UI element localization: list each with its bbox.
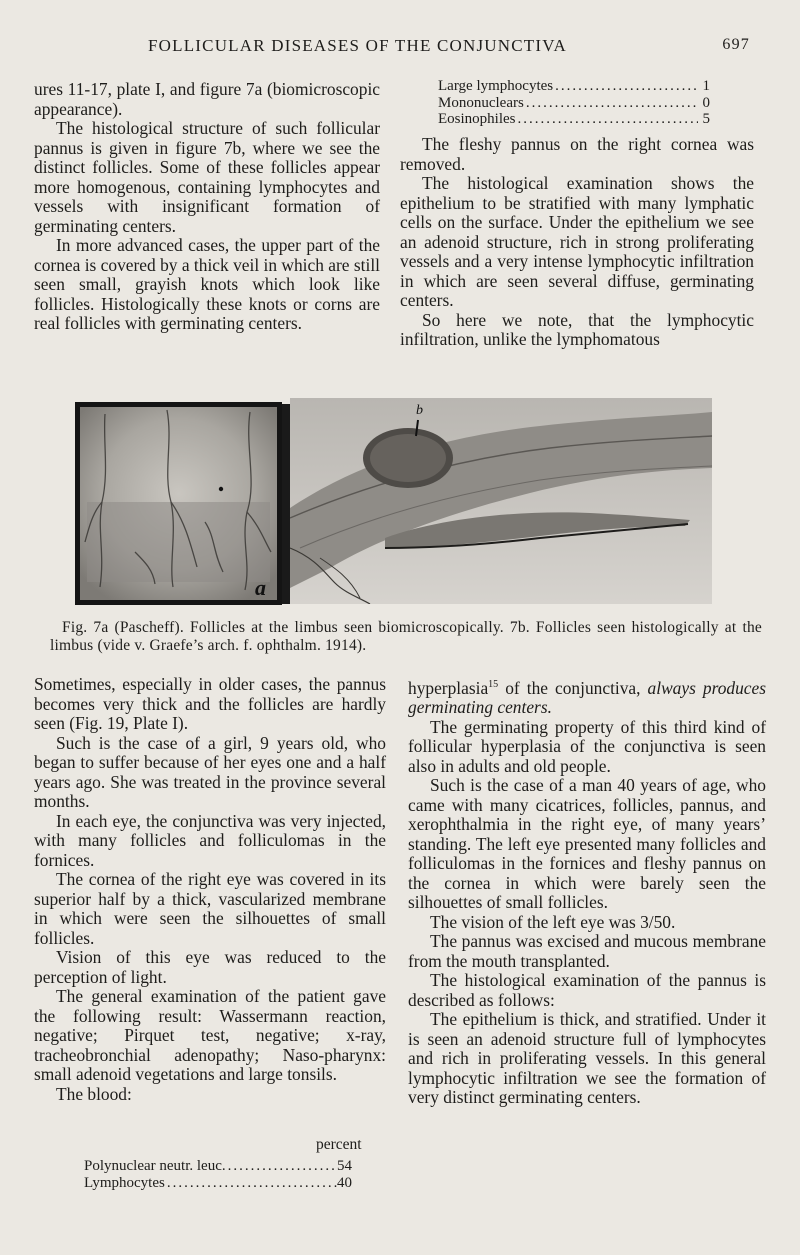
table-row-value: 5 <box>702 111 710 127</box>
paragraph: The histological examination shows the epithelium to be stratified with many lymphatic cells on the surface. Under the epithelium we see an adenoid structure, rich in strong proliferating vessels and a very intense lymphocytic infiltration in which are seen several diffuse, germinating centers. <box>400 173 754 310</box>
table-row-value: 54 <box>337 1158 352 1174</box>
bottom-left-column <box>34 675 386 1104</box>
blood-count-table-bottom <box>84 1158 352 1192</box>
table-unit-header: percent <box>316 1136 362 1153</box>
paragraph: The general examination of the patient gave the following result: Wassermann reaction, negative; Pirquet test, negative; x-ray, tracheobronchial adenopathy; Naso-pharynx: small adenoid vegetations and large tonsils. <box>34 986 386 1084</box>
table-row-value: 40 <box>337 1175 352 1191</box>
table-row-label: Polynuclear neutr. leuc. <box>84 1158 226 1174</box>
table-row-label: Large lymphocytes <box>438 78 554 94</box>
table-row <box>84 1175 352 1192</box>
paragraph <box>408 675 766 718</box>
blood-count-table-top <box>438 78 710 128</box>
top-right-column <box>400 135 754 350</box>
page-number: 697 <box>722 36 750 53</box>
paragraph: The histological examination of the pannus is described as follows: <box>408 970 766 1010</box>
footnote-reference[interactable]: 15 <box>488 679 499 690</box>
figure-divider <box>282 404 290 604</box>
running-title: FOLLICULAR DISEASES OF THE CONJUNCTIVA <box>148 36 568 55</box>
paragraph: The blood: <box>56 1083 132 1104</box>
paragraph: The vision of the left eye was 3/50. <box>430 911 676 932</box>
table-row <box>438 95 710 112</box>
paragraph: The cornea of the right eye was covered in its superior half by a thick, vascularized membrane in which were seen the silhouettes of small follicles. <box>34 869 386 948</box>
paragraph: In more advanced cases, the upper part of the cornea is covered by a thick veil in which are still seen small, grayish knots which look like follicles. Histologically these knots or corns are real follicles with germinating centers. <box>34 235 380 333</box>
figure-caption <box>50 619 762 655</box>
figure-label-a: a <box>255 575 266 600</box>
paragraph: The pannus was excised and mucous membrane from the mouth transplanted. <box>408 931 766 971</box>
paragraph: Sometimes, especially in older cases, the pannus becomes very thick and the follicles are hardly seen (Fig. 19, Plate I). <box>34 674 386 733</box>
paragraph: The epithelium is thick, and stratified. Under it is seen an adenoid structure full of lymphocytes and rich in proliferating vessels. In this general lymphocytic infiltration we see the formation of very distinct germinating centers. <box>408 1009 766 1108</box>
paragraph: The histological structure of such follicular pannus is given in figure 7b, where we see the distinct follicles. Some of these follicles appear more homogenous, containing lymphocytes and vessels with insignificant formation of germinating centers. <box>34 118 380 236</box>
table-row <box>438 78 710 95</box>
caption-text: Fig. 7a (Pascheff). Follicles at the limbus seen biomicroscopically. 7b. Follicles seen histologically at the limbus (vide v. Graefe’s arch. f. ophthalm. 1914). <box>50 619 762 654</box>
paragraph: Vision of this eye was reduced to the perception of light. <box>34 947 386 987</box>
table-row <box>438 111 710 128</box>
table-row-value: 1 <box>702 78 710 94</box>
running-head <box>0 36 800 60</box>
bottom-right-column <box>408 675 766 1108</box>
text-run: of the conjunctiva, <box>498 677 648 698</box>
table-row-label: Mononuclears <box>438 94 524 111</box>
emphasis-text: always produces germinating centers. <box>408 677 767 718</box>
figure-label-b: b <box>416 403 423 418</box>
paragraph: The germinating property of this third kind of follicular hyperplasia of the conjunctiva is seen also in adults and old people. <box>408 716 766 776</box>
paragraph: Such is the case of a man 40 years of age, who came with many cicatrices, follicles, pannus, and xerophthalmia in the right eye, of many years’ standing. The left eye presented many follicles and folliculomas in the fornices and fleshy pannus on the cornea in which were barely seen the silhouettes of small follicles. <box>408 775 766 913</box>
table-row-value: 0 <box>702 94 710 111</box>
paragraph: Such is the case of a girl, 9 years old, who began to suffer because of her eyes one and a half years ago. She was treated in the province several months. <box>34 732 386 811</box>
table-row-label: Eosinophiles <box>438 111 516 127</box>
paragraph: ures 11-17, plate I, and figure 7a (biomicroscopic appearance). <box>34 79 380 119</box>
text-run: hyperplasia <box>408 677 489 698</box>
paragraph: So here we note, that the lymphocytic infiltration, unlike the lymphomatous <box>400 309 754 349</box>
paragraph: In each eye, the conjunctiva was very injected, with many follicles and folliculomas in the fornices. <box>34 810 386 870</box>
paragraph: The fleshy pannus on the right cornea was removed. <box>400 134 754 174</box>
figure-7a-biomicroscopy-photo <box>75 402 282 605</box>
top-left-column <box>34 80 380 334</box>
figure-7b-histology-photo <box>290 398 712 604</box>
table-row <box>84 1158 352 1175</box>
table-row-label: Lymphocytes <box>84 1175 165 1191</box>
